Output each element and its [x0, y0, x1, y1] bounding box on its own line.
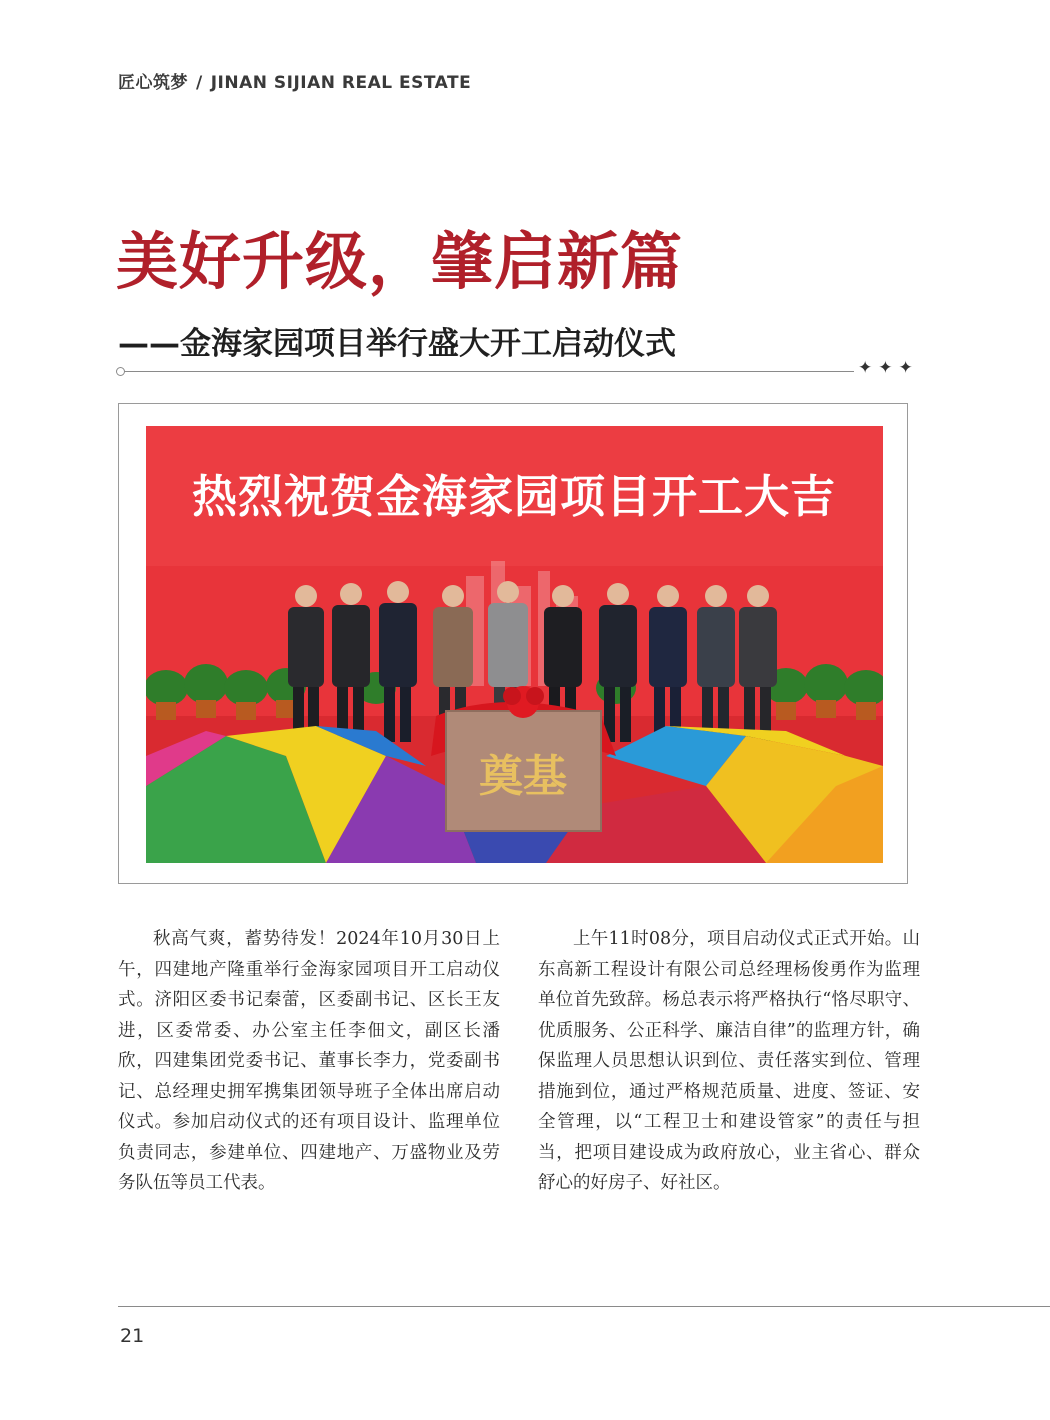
article-subtitle: ——金海家园项目举行盛大开工启动仪式	[118, 326, 676, 362]
header-section-cn: 匠心筑梦	[118, 73, 188, 93]
header-section-en: JINAN SIJIAN REAL ESTATE	[210, 73, 472, 93]
body-paragraph-right: 上午11时08分，项目启动仪式正式开始。山东高新工程设计有限公司总经理杨俊勇作为监理单位首先致辞。杨总表示将严格执行“恪尽职守、优质服务、公正科学、廉洁自律”的监理方针，确保监理人员思想认识到位、责任落实到位、管理措施到位，通过严格规范质量、进度、签证、安全管理，以“工程卫士和建设管家”的责任与担当，把项目建设成为政府放心，业主省心、群众舒心的好房子、好社区。	[538, 929, 920, 1193]
title-divider	[124, 371, 854, 372]
article-title: 美好升级，肇启新篇	[116, 225, 684, 298]
ceremony-photo	[146, 426, 883, 863]
banner-text: 热烈祝贺金海家园项目开工大吉	[191, 470, 837, 523]
running-header	[118, 68, 471, 93]
page-number: 21	[120, 1325, 145, 1347]
sparkle-icon: ✦✦✦	[858, 358, 919, 378]
footer-rule	[118, 1306, 1050, 1307]
photo-frame	[118, 403, 908, 884]
stone-text: 奠基	[479, 751, 567, 802]
header-separator: /	[196, 73, 203, 93]
body-paragraph-left: 秋高气爽，蓄势待发！2024年10月30日上午，四建地产隆重举行金海家园项目开工启动仪式。济阳区委书记秦蕾，区委副书记、区长王友进，区委常委、办公室主任李佃文，副区长潘欣，四建集团党委书记、董事长李力，党委副书记、总经理史拥军携集团领导班子全体出席启动仪式。参加启动仪式的还有项目设计、监理单位负责同志，参建单位、四建地产、万盛物业及劳务队伍等员工代表。	[118, 929, 500, 1193]
